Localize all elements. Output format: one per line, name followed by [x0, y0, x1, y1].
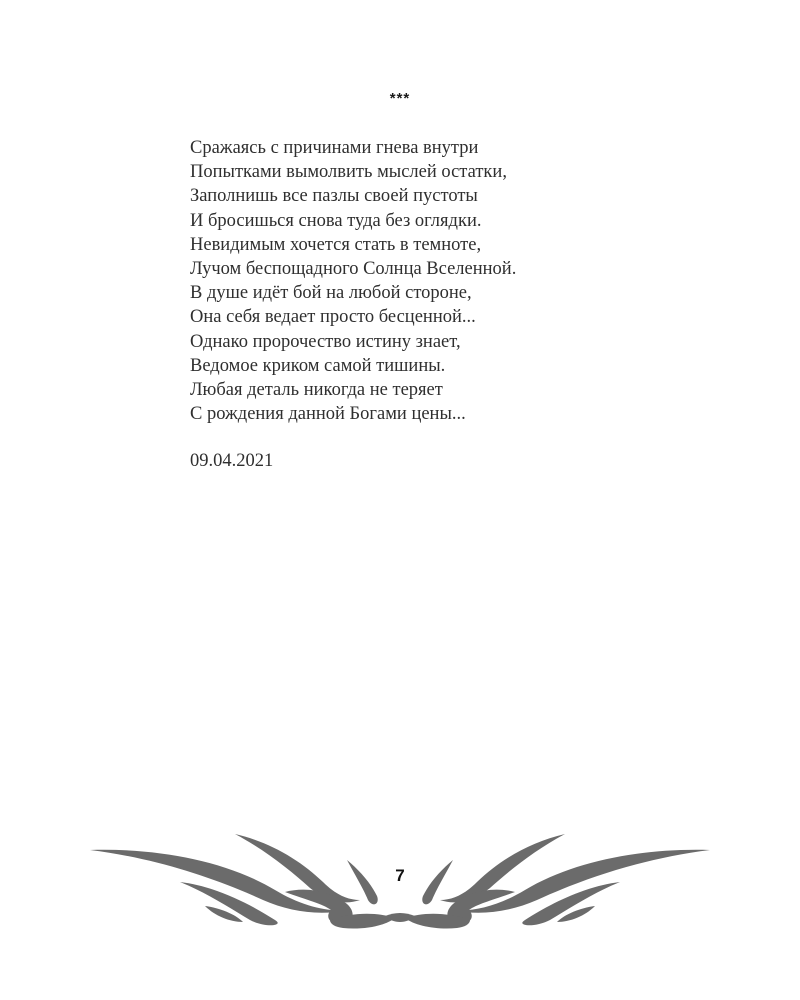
poem-line: Однако пророчество истину знает, — [190, 331, 461, 352]
poem-line: С рождения данной Богами цены... — [190, 404, 466, 425]
poem-body — [190, 136, 750, 426]
poem-line: Невидимым хочется стать в темноте, — [190, 234, 482, 255]
poem-line: Любая деталь никогда не теряет — [190, 380, 443, 401]
page-number: 7 — [395, 866, 405, 885]
poem-line: Лучом беспощадного Солнца Вселенной. — [190, 259, 517, 280]
poem-line: Ведомое криком самой тишины. — [190, 355, 446, 376]
poem-line: Заполнишь все пазлы своей пустоты — [190, 186, 478, 207]
poem-line: В душе идёт бой на любой стороне, — [190, 283, 472, 304]
poem-date: 09.04.2021 — [190, 451, 274, 471]
poem-line: И бросишься снова туда без оглядки. — [190, 210, 482, 231]
asterism-separator: *** — [389, 90, 411, 107]
poem-line: Сражаясь с причинами гнева внутри — [190, 138, 479, 158]
poem-line: Попытками вымолвить мыслей остатки, — [190, 162, 507, 183]
poem-line: Она себя ведает просто бесценной... — [190, 307, 476, 328]
